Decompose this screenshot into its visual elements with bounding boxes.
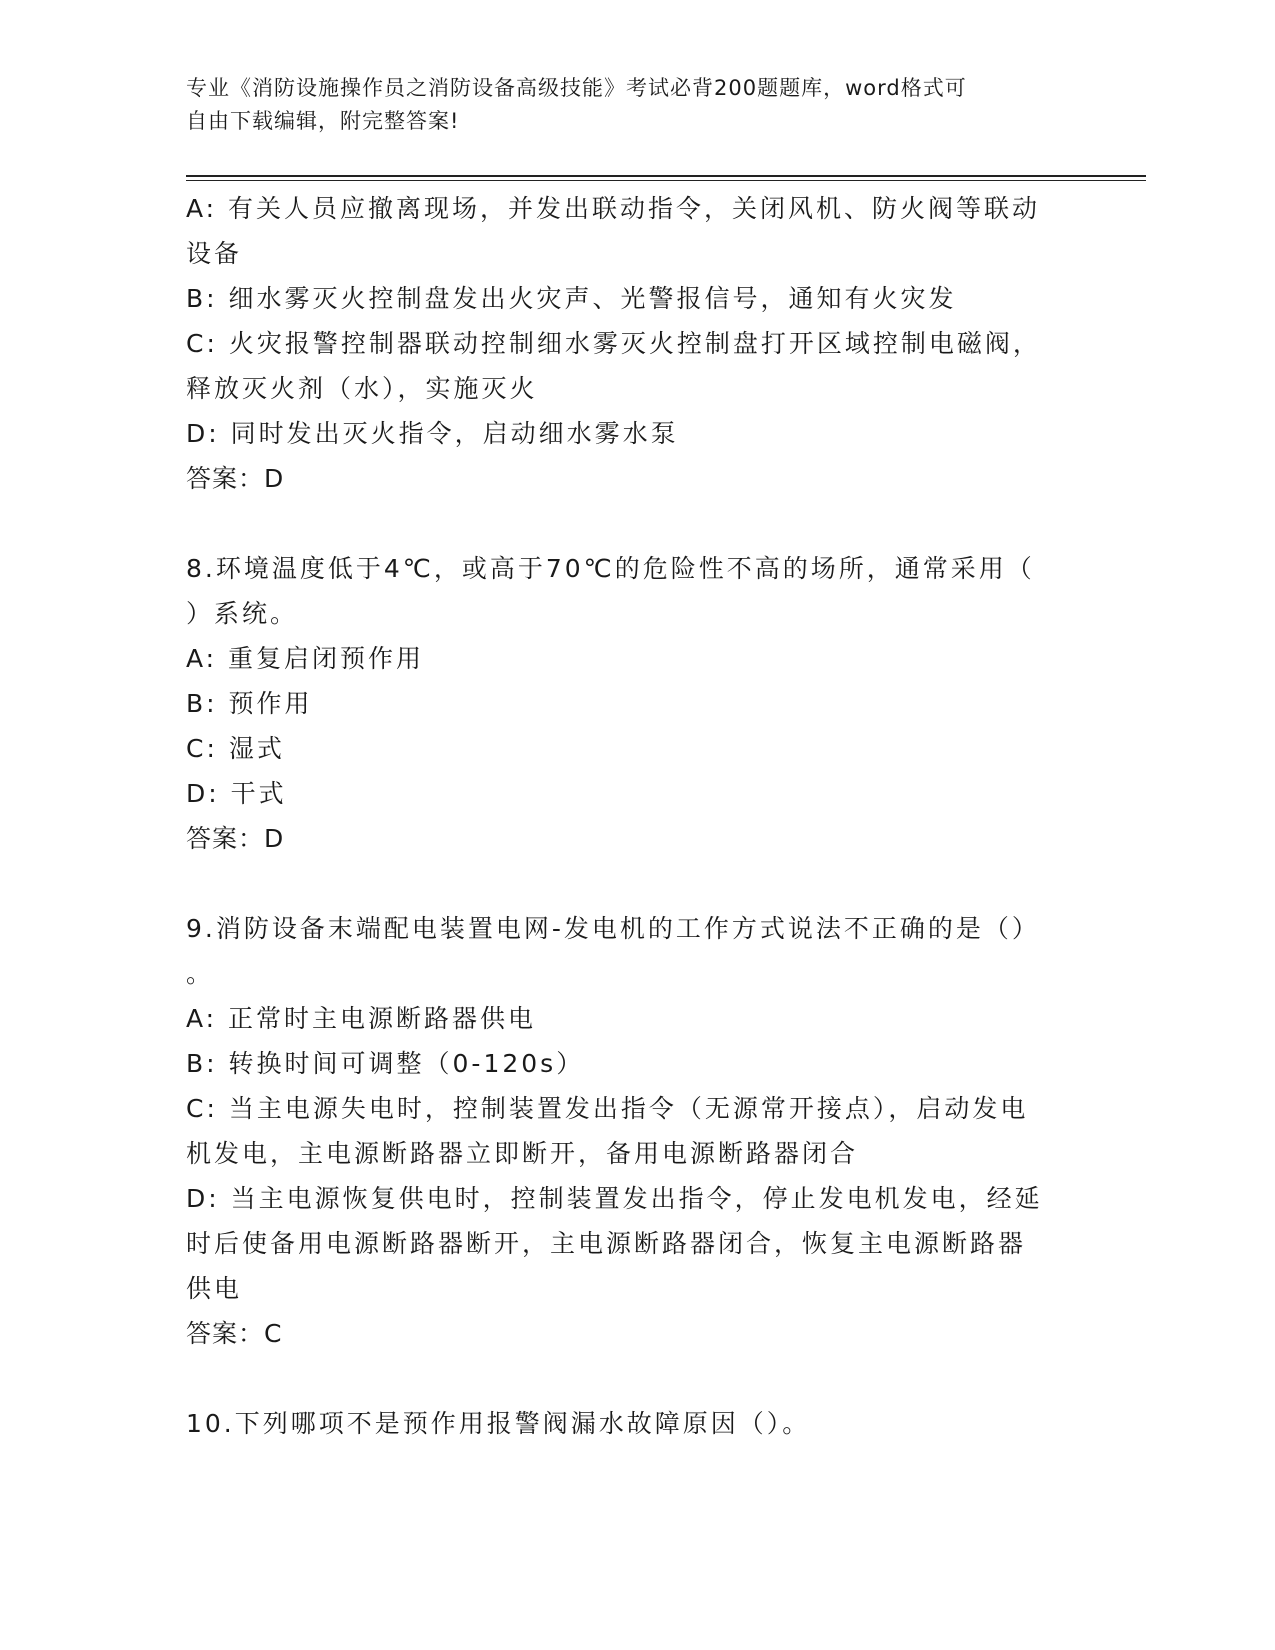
option-d-line-1: D: 当主电源恢复供电时，控制装置发出指令，停止发电机发电，经延 xyxy=(186,1184,1043,1213)
option-c-line-1: C: 当主电源失电时，控制装置发出指令（无源常开接点），启动发电 xyxy=(186,1094,1029,1123)
option-c-line-2: 机发电，主电源断路器立即断开，备用电源断路器闭合 xyxy=(186,1139,859,1168)
question-stem: 10.下列哪项不是预作用报警阀漏水故障原因（）。 xyxy=(186,1409,811,1438)
question-7 xyxy=(186,186,1086,501)
option-a-line-1: A: 有关人员应撤离现场，并发出联动指令，关闭风机、防火阀等联动 xyxy=(186,194,1041,223)
question-list xyxy=(186,186,1086,1446)
option-c: C: 湿式 xyxy=(186,734,285,763)
header-divider-thick xyxy=(186,175,1146,177)
spacer xyxy=(186,861,1086,906)
option-a: A: 正常时主电源断路器供电 xyxy=(186,1004,537,1033)
option-a-line-2: 设备 xyxy=(186,239,243,268)
header-divider-thin xyxy=(186,180,1146,181)
option-b: B: 预作用 xyxy=(186,689,313,718)
document-header xyxy=(186,72,1066,138)
spacer xyxy=(186,501,1086,546)
answer: 答案：C xyxy=(186,1319,283,1348)
answer: 答案：D xyxy=(186,464,285,493)
option-d: D: 同时发出灭火指令，启动细水雾水泵 xyxy=(186,419,679,448)
option-c-line-1: C: 火灾报警控制器联动控制细水雾灭火控制盘打开区域控制电磁阀， xyxy=(186,329,1041,358)
option-d-line-2: 时后使备用电源断路器断开，主电源断路器闭合，恢复主电源断路器 xyxy=(186,1229,1027,1258)
question-9 xyxy=(186,906,1086,1356)
question-stem-line-2: ）系统。 xyxy=(186,599,299,628)
question-8 xyxy=(186,546,1086,861)
header-line-2: 自由下载编辑，附完整答案! xyxy=(186,109,460,133)
option-d-line-3: 供电 xyxy=(186,1274,243,1303)
question-stem-line-1: 9.消防设备末端配电装置电网-发电机的工作方式说法不正确的是（） xyxy=(186,914,1040,943)
question-10 xyxy=(186,1401,1086,1446)
question-stem-line-1: 8.环境温度低于4℃，或高于70℃的危险性不高的场所，通常采用（ xyxy=(186,554,1035,583)
option-a: A: 重复启闭预作用 xyxy=(186,644,425,673)
spacer xyxy=(186,1356,1086,1401)
header-line-1: 专业《消防设施操作员之消防设备高级技能》考试必背200题题库，word格式可 xyxy=(186,76,967,100)
answer: 答案：D xyxy=(186,824,285,853)
question-stem-line-2: 。 xyxy=(186,959,215,988)
option-b: B: 转换时间可调整（0-120s） xyxy=(186,1049,585,1078)
option-d: D: 干式 xyxy=(186,779,287,808)
option-b: B: 细水雾灭火控制盘发出火灾声、光警报信号，通知有火灾发 xyxy=(186,284,957,313)
option-c-line-2: 释放灭火剂（水），实施灭火 xyxy=(186,374,538,403)
